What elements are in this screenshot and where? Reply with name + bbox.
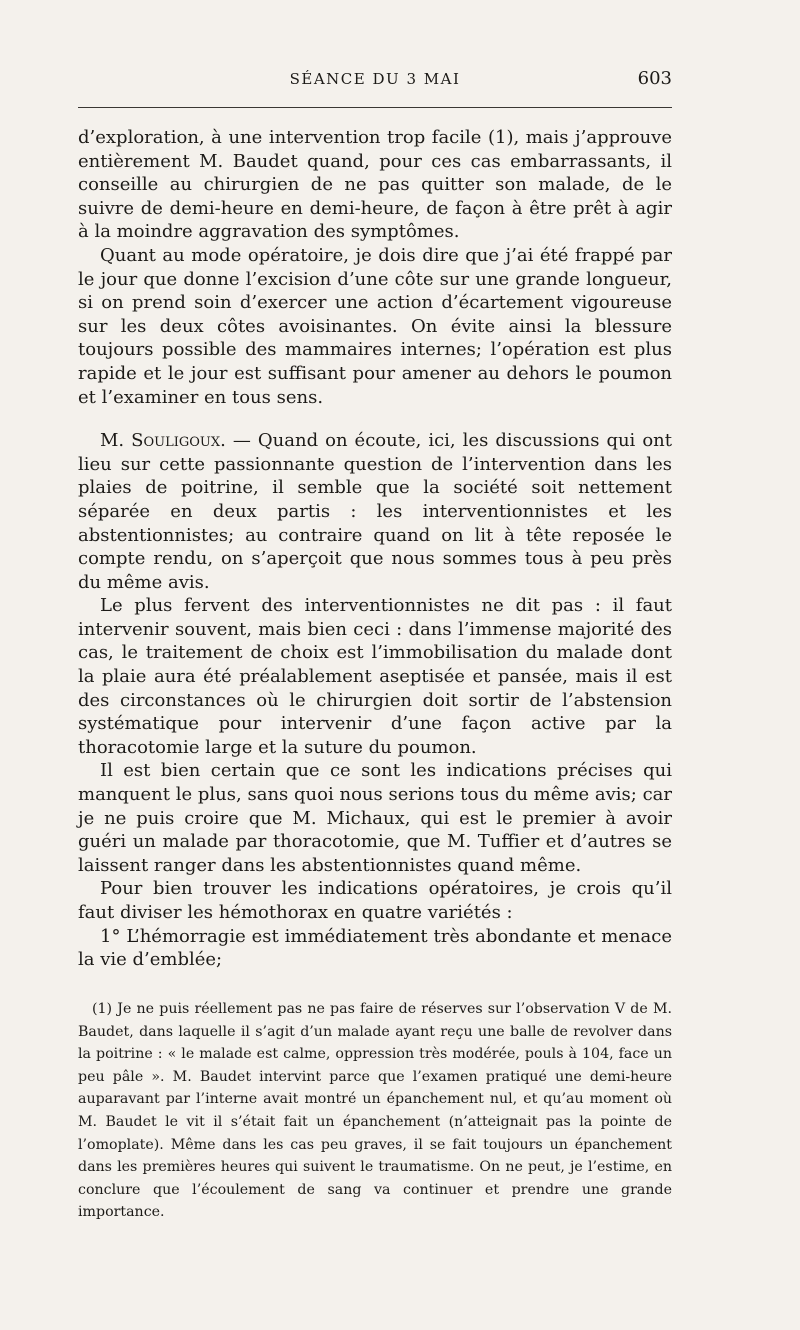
- paragraph: Le plus fervent des interventionnistes ne dit pas : il faut intervenir souvent, mais bien ceci : dans l’immense majorité des cas, le traitement de choix est l’immobilisation du malade dont la plaie aura été préalablement aseptisée et pansée, mais il est des circonstances où le chirurgien doit sortir de l’abstension systématique pour intervenir d’une façon active par la thoracotomie large et la suture du poumon.: [78, 595, 672, 758]
- speaker-name: M. Souligoux.: [100, 430, 226, 452]
- page-number: 603: [637, 68, 672, 89]
- speech-intro: — Quand on écoute, ici, les discussions qui ont lieu sur cette passionnante question de l’intervention dans les plaies de poitrine, il semble que la société soit nettement séparée en deux partis : les interventionnistes et les abstentionnistes; au contraire quand on lit à tête reposée le compte rendu, on s’aperçoit que nous sommes tous à peu près du même avis.: [78, 430, 672, 593]
- main-text: [78, 126, 672, 972]
- running-header: [78, 70, 672, 100]
- paragraph: Pour bien trouver les indications opératoires, je crois qu’il faut diviser les hémothorax en quatre variétés :: [78, 878, 672, 923]
- footnote: [78, 998, 672, 1224]
- paragraph: d’exploration, à une intervention trop facile (1), mais j’approuve entièrement M. Baudet quand, pour ces cas embarrassants, il conseille au chirurgien de ne pas quitter son malade, de le suivre de demi-heure en demi-heure, de façon à être prêt à agir à la moindre aggravation des symptômes.: [78, 127, 672, 243]
- paragraph: 1° L’hémorragie est immédiatement très abondante et menace la vie d’emblée;: [78, 925, 672, 971]
- header-rule: [78, 107, 672, 108]
- paragraph: Quant au mode opératoire, je dois dire que j’ai été frappé par le jour que donne l’excision d’une côte sur une grande longueur, si on prend soin d’exercer une action d’écartement vigoureuse sur les deux côtes avoisinantes. On évite ainsi la blessure toujours possible des mammaires internes; l’opération est plus rapide et le jour est suffisant pour amener au dehors le poumon et l’examiner en tous sens.: [78, 244, 672, 408]
- speech-paragraph: [78, 429, 672, 594]
- footnote-text: (1) Je ne puis réellement pas ne pas faire de réserves sur l’observation V de M. Baudet, dans laquelle il s’agit d’un malade ayant reçu une balle de revolver dans la poitrine : « le malade est calme, oppression très modérée, pouls à 104, face un peu pâle ». M. Baudet intervint parce que l’examen pratiqué une demi-heure auparavant par l’interne avait montré un épanchement nul, et qu’au moment où M. Baudet le vit il s’était fait un épanchement (n’atteignait pas la pointe de l’omoplate). Même dans les cas peu graves, il se fait toujours un épanchement dans les premières heures qui suivent le traumatisme. On ne peut, je l’estime, en conclure que l’écoulement de sang va continuer et prendre une grande importance.: [78, 1001, 672, 1221]
- paragraph: Il est bien certain que ce sont les indications précises qui manquent le plus, sans quoi nous serions tous du même avis; car je ne puis croire que M. Michaux, qui est le premier à avoir guéri un malade par thoracotomie, que M. Tuffier et d’autres se laissent ranger dans les abstentionnistes quand même.: [78, 760, 672, 876]
- header-title: SÉANCE DU 3 MAI: [289, 70, 461, 88]
